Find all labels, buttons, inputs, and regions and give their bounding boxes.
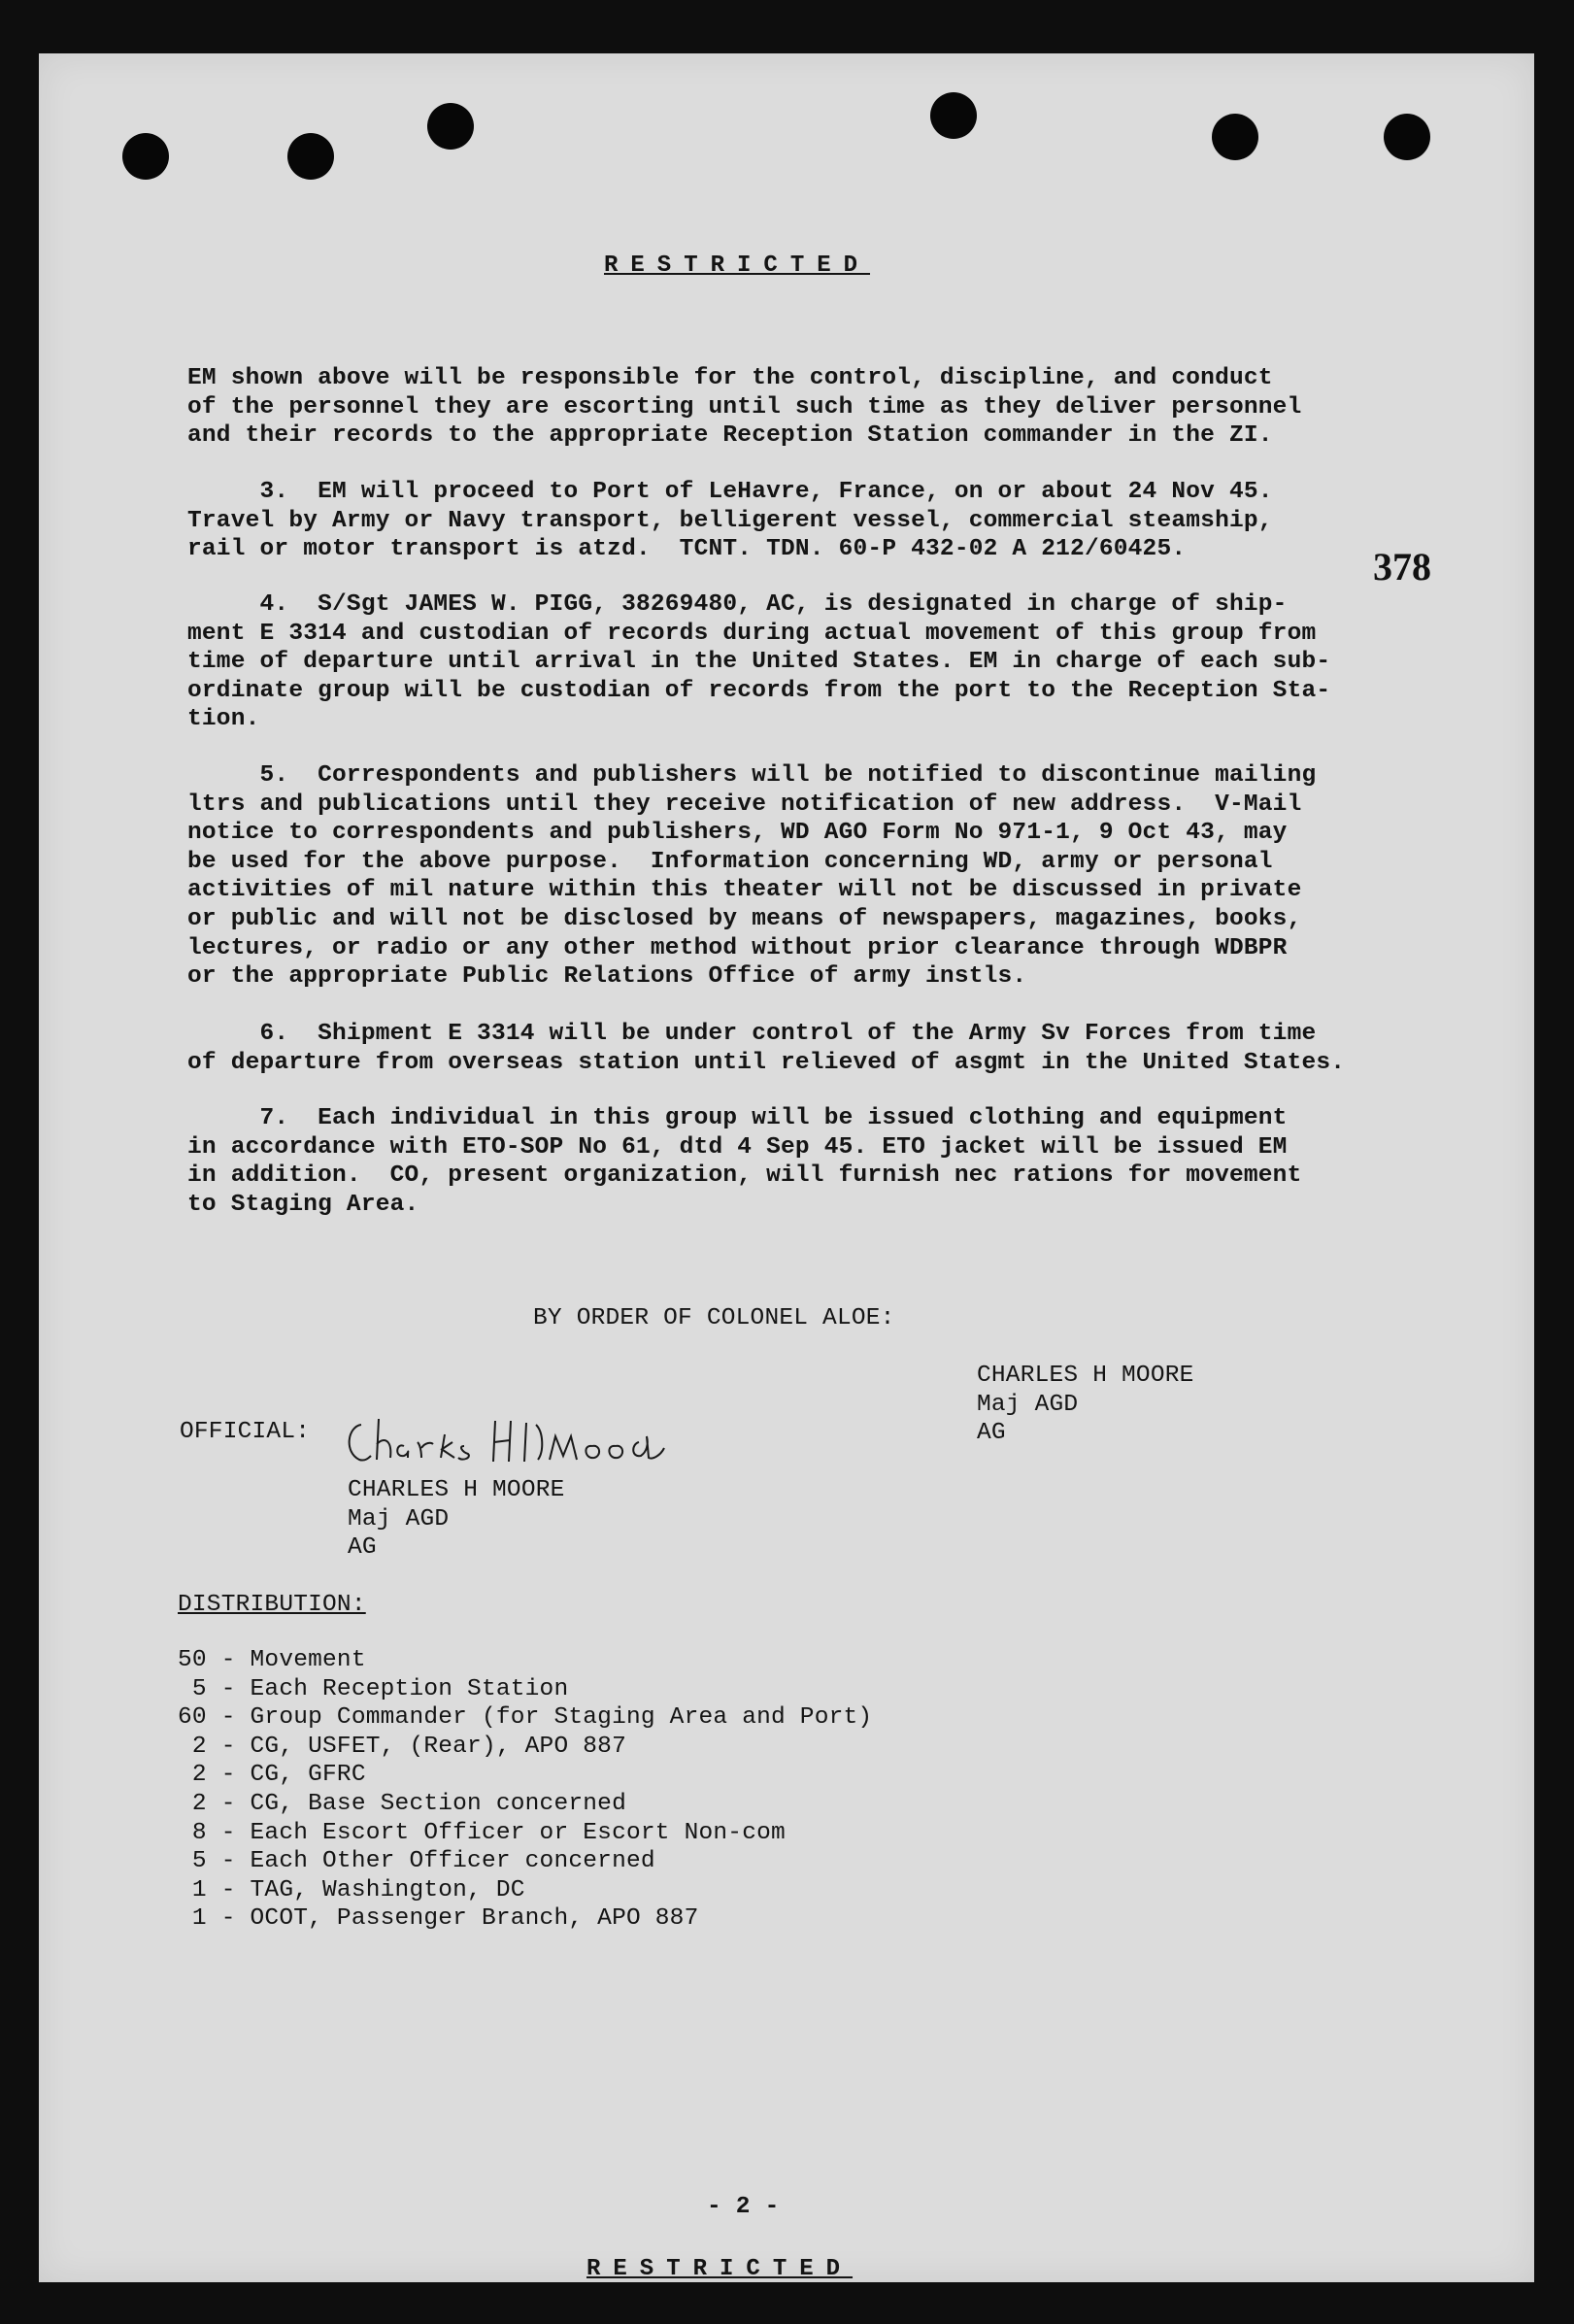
distribution-item: 5 - Each Other Officer concerned xyxy=(178,1848,655,1875)
official-label: OFFICIAL: xyxy=(180,1419,311,1445)
paragraph-4 xyxy=(187,590,1330,734)
official-rank: Maj AGD xyxy=(348,1505,450,1532)
signer-rank: Maj AGD xyxy=(977,1391,1079,1418)
distribution-item: 2 - CG, USFET, (Rear), APO 887 xyxy=(178,1733,626,1760)
punch-hole-1 xyxy=(122,133,169,180)
distribution-item: 5 - Each Reception Station xyxy=(178,1675,569,1702)
text-line: 7. Each individual in this group will be issued clothing and equipment xyxy=(187,1105,1288,1131)
text-line: ment E 3314 and custodian of records during actual movement of this group from xyxy=(187,620,1317,647)
text-line: or the appropriate Public Relations Office of army instls. xyxy=(187,963,1027,991)
text-line: ltrs and publications until they receive notification of new address. V-Mail xyxy=(187,791,1302,818)
text-line: of the personnel they are escorting until such time as they deliver personnel xyxy=(187,393,1302,421)
handwritten-signature xyxy=(340,1413,670,1471)
distribution-item: 50 - Movement xyxy=(178,1647,366,1673)
punch-hole-2 xyxy=(287,133,334,180)
official-signature-block xyxy=(348,1476,565,1563)
text-line: Travel by Army or Navy transport, belligerent vessel, commercial steamship, xyxy=(187,507,1273,534)
paragraph-7 xyxy=(187,1104,1301,1219)
page-number: - 2 - xyxy=(707,2194,780,2220)
signer-title: AG xyxy=(977,1420,1006,1447)
header-classification: RESTRICTED xyxy=(604,253,871,279)
distribution-item: 1 - TAG, Washington, DC xyxy=(178,1876,525,1903)
footer-classification: RESTRICTED xyxy=(586,2256,854,2282)
text-line: of departure from overseas station until relieved of asgmt in the United States. xyxy=(187,1049,1346,1076)
text-line: 3. EM will proceed to Port of LeHavre, France, on or about 24 Nov 45. xyxy=(187,479,1273,505)
text-line: in addition. CO, present organization, will furnish nec rations for movement xyxy=(187,1162,1302,1190)
text-line: and their records to the appropriate Reception Station commander in the ZI. xyxy=(187,422,1273,450)
punch-hole-4 xyxy=(930,92,977,139)
text-line: EM shown above will be responsible for the control, discipline, and conduct xyxy=(187,365,1273,391)
official-name: CHARLES H MOORE xyxy=(348,1477,565,1503)
distribution-title: DISTRIBUTION: xyxy=(178,1592,366,1618)
punch-hole-6 xyxy=(1384,114,1430,160)
distribution-list xyxy=(178,1646,872,1934)
text-line: 5. Correspondents and publishers will be notified to discontinue mailing xyxy=(187,762,1317,789)
text-line: in accordance with ETO-SOP No 61, dtd 4 Sep 45. ETO jacket will be issued EM xyxy=(187,1133,1288,1161)
text-line: tion. xyxy=(187,706,260,733)
text-line: 6. Shipment E 3314 will be under control of the Army Sv Forces from time xyxy=(187,1021,1317,1047)
text-line: be used for the above purpose. Information concerning WD, army or personal xyxy=(187,848,1273,875)
text-line: ordinate group will be custodian of records from the port to the Reception Sta- xyxy=(187,677,1331,704)
text-line: activities of mil nature within this theater will not be discussed in private xyxy=(187,877,1302,904)
signer-name: CHARLES H MOORE xyxy=(977,1363,1194,1389)
distribution-item: 60 - Group Commander (for Staging Area and Port) xyxy=(178,1704,873,1732)
signature-block-right xyxy=(977,1362,1194,1448)
page-stamp-number: 378 xyxy=(1373,545,1431,589)
official-title: AG xyxy=(348,1534,377,1562)
distribution-item: 2 - CG, GFRC xyxy=(178,1762,366,1789)
paragraph-intro xyxy=(187,364,1301,451)
text-line: to Staging Area. xyxy=(187,1191,419,1218)
paragraph-6 xyxy=(187,1020,1345,1077)
text-line: or public and will not be disclosed by means of newspapers, magazines, books, xyxy=(187,905,1302,932)
by-order-line: BY ORDER OF COLONEL ALOE: xyxy=(533,1305,895,1331)
distribution-item: 8 - Each Escort Officer or Escort Non-com xyxy=(178,1819,786,1846)
punch-hole-5 xyxy=(1212,114,1258,160)
distribution-item: 1 - OCOT, Passenger Branch, APO 887 xyxy=(178,1905,699,1933)
paragraph-5 xyxy=(187,761,1316,992)
text-line: time of departure until arrival in the United States. EM in charge of each sub- xyxy=(187,649,1331,676)
text-line: rail or motor transport is atzd. TCNT. TDN. 60-P 432-02 A 212/60425. xyxy=(187,536,1187,563)
punch-hole-3 xyxy=(427,103,474,150)
text-line: notice to correspondents and publishers, WD AGO Form No 971-1, 9 Oct 43, may xyxy=(187,820,1288,847)
document-page xyxy=(39,53,1534,2282)
distribution-item: 2 - CG, Base Section concerned xyxy=(178,1790,626,1817)
paragraph-3 xyxy=(187,478,1273,564)
text-line: lectures, or radio or any other method without prior clearance through WDBPR xyxy=(187,934,1288,961)
text-line: 4. S/Sgt JAMES W. PIGG, 38269480, AC, is designated in charge of ship- xyxy=(187,591,1288,618)
